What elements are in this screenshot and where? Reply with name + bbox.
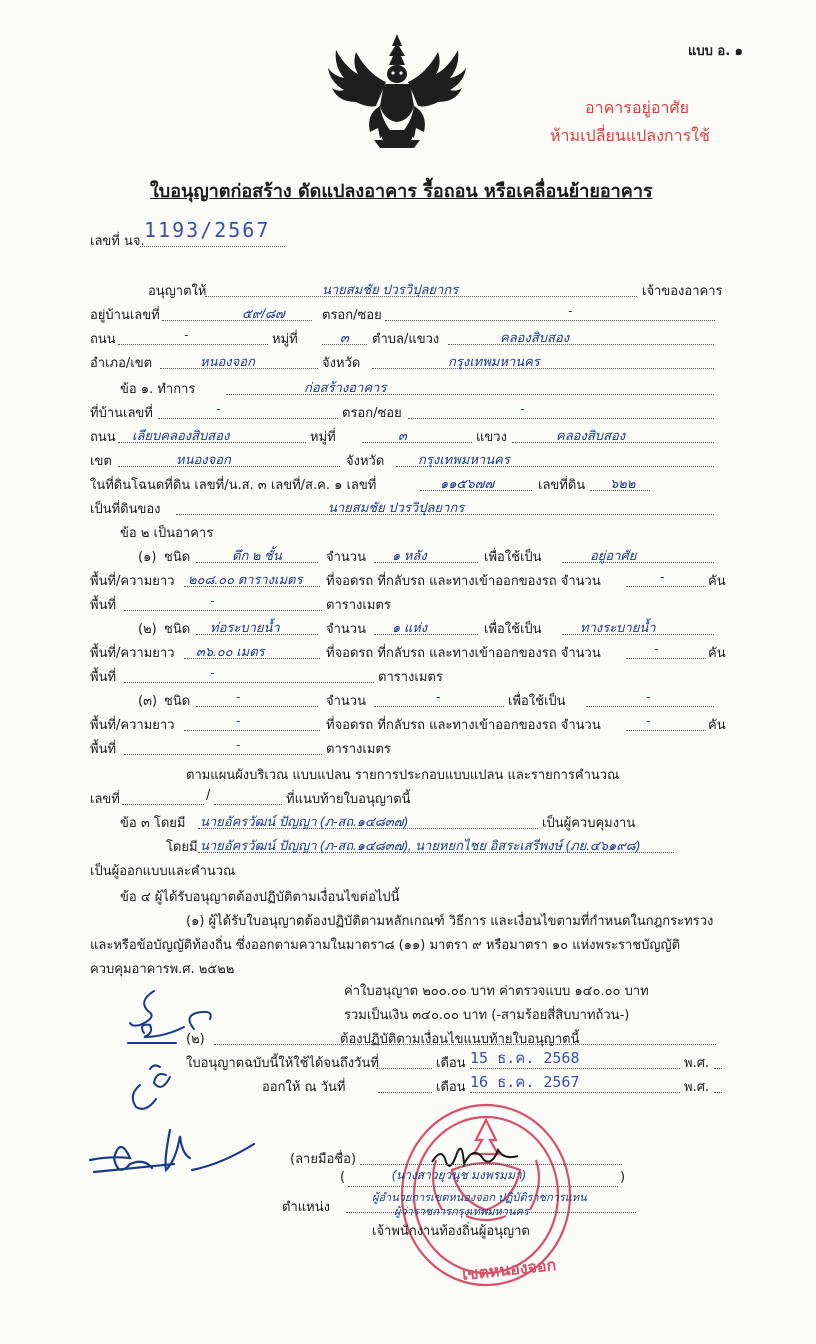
owner-name: นายสมชัย ปวรวิปุลยากร	[322, 282, 459, 297]
b3-use: -	[646, 689, 651, 704]
label-amphoe: อำเภอ/เขต	[90, 356, 153, 371]
paren-open: (	[340, 1170, 346, 1185]
item4-cond1-a: (๑) ผู้ได้รับใบอนุญาตต้องปฏิบัติตามหลักเกณฑ์ วิธีการ และเงื่อนไขตามที่กำหนดในกฎกระทรวง	[186, 914, 714, 929]
b2-no: (๒)	[138, 622, 157, 637]
paren-close: )	[620, 1170, 626, 1185]
label-province: จังหวัด	[322, 356, 361, 371]
item1-action: ก่อสร้างอาคาร	[304, 380, 387, 395]
b2-use: ทางระบายน้ำ	[580, 620, 656, 635]
item1-road: เลียบคลองสิบสอง	[132, 428, 230, 443]
document-title: ใบอนุญาตก่อสร้าง ดัดแปลงอาคาร รื้อถอน หรือเคลื่อนย้ายอาคาร	[150, 181, 653, 202]
b1-label-parking: ที่จอดรถ ที่กลับรถ และทางเข้าออกของรถ จำนวน	[326, 574, 601, 589]
label-item1-moo: หมู่ที่	[310, 430, 336, 445]
b2-label-parking: ที่จอดรถ ที่กลับรถ และทางเข้าออกของรถ จำนวน	[326, 646, 601, 661]
label-item1-deed: ในที่ดินโฉนดที่ดิน เลขที่/น.ส. ๓ เลขที่/ส.ค. ๑ เลขที่	[90, 478, 377, 493]
label-item1-landowner: เป็นที่ดินของ	[90, 502, 161, 517]
label-item1-house: ที่บ้านเลขที่	[90, 406, 153, 421]
item4-cond1-b: และหรือข้อบัญญัติท้องถิ่น ซึ่งออกตามความในมาตรา๘ (๑๑) มาตรา ๙ หรือมาตรา ๑๐ แห่งพระราชบัญญัติ	[90, 938, 681, 953]
item1-house: -	[216, 401, 221, 416]
b1-cars: -	[660, 569, 665, 584]
seal-text: เขตหนองจอก	[461, 1255, 558, 1284]
label-issued-month: เดือน	[436, 1080, 466, 1095]
b3-cars: -	[646, 713, 651, 728]
b2-label-space: พื้นที่	[90, 670, 117, 685]
item1-moo: ๓	[398, 428, 407, 443]
b2-label-type: ชนิด	[164, 622, 191, 637]
b3-type: -	[236, 689, 241, 704]
valid-date: 15 ธ.ค. 2568	[470, 1049, 580, 1067]
label-soi: ตรอก/ซอย	[322, 308, 382, 323]
label-issued-be: พ.ศ.	[684, 1080, 710, 1095]
signer-position-2: ผู้ว่าราชการกรุงเทพมหานคร	[394, 1206, 529, 1218]
handwritten-signature-icon	[84, 1120, 264, 1190]
b3-count: -	[436, 689, 441, 704]
fee-line: ค่าใบอนุญาต ๒๐๐.๐๐ บาท ค่าตรวจแบบ ๑๔๐.๐๐ บาท	[344, 984, 649, 999]
b1-label-count: จำนวน	[326, 550, 366, 565]
label-sign: (ลายมือชื่อ)	[290, 1152, 357, 1167]
b1-no: (๑)	[138, 550, 157, 565]
signer-position: ผู้อำนวยการเขตหนองจอก ปฏิบัติราชการแทน	[372, 1192, 587, 1204]
b2-label-area: พื้นที่/ความยาว	[90, 646, 175, 661]
label-tambon: ตำบล/แขวง	[372, 332, 440, 347]
owner-house-no: ๕๙/๘๗	[242, 306, 285, 321]
plan-slash: /	[206, 788, 211, 803]
item4-cond2-no: (๒)	[186, 1032, 205, 1047]
b1-count: ๑ หลัง	[392, 548, 427, 563]
b2-label-sqm: ตารางเมตร	[378, 670, 443, 685]
label-valid-be: พ.ศ.	[684, 1056, 710, 1071]
label-item3: ข้อ ๓ โดยมี	[120, 816, 186, 831]
signer-name: (นางสาวยุวนุช มงพรมมา)	[392, 1168, 526, 1182]
b3-label-car: คัน	[708, 718, 726, 733]
permit-number: 1193/2567	[144, 218, 271, 242]
label-item3-by: โดยมี	[166, 840, 198, 855]
owner-province: กรุงเทพมหานคร	[448, 354, 540, 369]
item2-heading: ข้อ ๒ เป็นอาคาร	[120, 526, 214, 541]
label-item1-soi: ตรอก/ซอย	[342, 406, 402, 421]
b2-label-count: จำนวน	[326, 622, 366, 637]
b2-area: ๓๖.๐๐ เมตร	[196, 644, 265, 659]
label-item1-tambon: แขวง	[476, 430, 507, 445]
total-line: รวมเป็นเงิน ๓๔๐.๐๐ บาท (-สามร้อยสี่สิบบาทถ้วน-)	[344, 1008, 630, 1023]
owner-soi: -	[568, 303, 573, 318]
item4-heading: ข้อ ๔ ผู้ได้รับอนุญาตต้องปฏิบัติตามเงื่อนไขต่อไปนี้	[120, 890, 400, 905]
form-number: แบบ อ. ๑	[688, 44, 743, 59]
label-owner: เจ้าของอาคาร	[642, 284, 723, 299]
b3-label-type: ชนิด	[164, 694, 191, 709]
b3-no: (๓)	[138, 694, 158, 709]
item1-deed: ๑๑๕๖๗๗	[440, 476, 495, 491]
item1-land: ๖๒๒	[610, 476, 636, 491]
owner-amphoe: หนองจอก	[200, 354, 255, 369]
item1-province: กรุงเทพมหานคร	[418, 452, 510, 467]
b3-label-parking: ที่จอดรถ ที่กลับรถ และทางเข้าออกของรถ จำนวน	[326, 718, 601, 733]
b3-area: -	[236, 713, 241, 728]
b2-type: ท่อระบายน้ำ	[210, 620, 280, 635]
item3-designers: นายอัครวัฒน์ ปัญญา (ภ-สถ.๑๔๘๓๗), นายหยกไชย อิสระเสรีพงษ์ (ภย.๔๖๑๙๘)	[200, 838, 641, 853]
b3-label-sqm: ตารางเมตร	[326, 742, 391, 757]
stamp-residential: อาคารอยู่อาศัย	[585, 98, 689, 117]
officer-title: เจ้าพนักงานท้องถิ่นผู้อนุญาต	[372, 1224, 530, 1239]
plan-attached: ที่แนบท้ายใบอนุญาตนี้	[286, 792, 411, 807]
b1-type: ตึก ๒ ชั้น	[232, 548, 282, 563]
label-item1-province: จังหวัด	[346, 454, 385, 469]
label-item1: ข้อ ๑. ทำการ	[120, 382, 196, 397]
item1-district: หนองจอก	[176, 452, 231, 467]
item1-landowner: นายสมชัย ปวรวิปุลยากร	[328, 500, 465, 515]
b2-label-car: คัน	[708, 646, 726, 661]
label-moo: หมู่ที่	[272, 332, 298, 347]
b3-label-space: พื้นที่	[90, 742, 117, 757]
stamp-no-change: ห้ามเปลี่ยนแปลงการใช้	[550, 126, 710, 145]
issued-date: 16 ธ.ค. 2567	[470, 1073, 580, 1091]
item1-tambon: คลองสิบสอง	[556, 428, 626, 443]
b3-label-count: จำนวน	[326, 694, 366, 709]
owner-tambon: คลองสิบสอง	[500, 330, 570, 345]
permit-label: เลขที่ นจ.	[90, 234, 145, 249]
label-controller: เป็นผู้ควบคุมงาน	[542, 816, 636, 831]
b3-space: -	[236, 737, 241, 752]
label-item1-district: เขต	[90, 454, 112, 469]
b3-label-use: เพื่อใช้เป็น	[508, 694, 566, 709]
item3-controller: นายอัครวัฒน์ ปัญญา (ภ-สถ.๑๔๘๓๗)	[200, 814, 408, 829]
label-item1-land: เลขที่ดิน	[538, 478, 586, 493]
label-valid-until: ใบอนุญาตฉบับนี้ให้ใช้ได้จนถึงวันที่	[186, 1056, 379, 1071]
b1-use: อยู่อาศัย	[590, 548, 637, 563]
b2-count: ๑ แห่ง	[392, 620, 428, 635]
b1-space: -	[210, 593, 215, 608]
b3-label-area: พื้นที่/ความยาว	[90, 718, 175, 733]
b1-label-use: เพื่อใช้เป็น	[484, 550, 542, 565]
b1-label-sqm: ตารางเมตร	[326, 598, 391, 613]
label-house-no: อยู่บ้านเลขที่	[90, 308, 160, 323]
plan-line: ตามแผนผังบริเวณ แบบแปลน รายการประกอบแบบแปลน และรายการคำนวณ	[186, 768, 620, 783]
b1-label-type: ชนิด	[164, 550, 191, 565]
label-designer: เป็นผู้ออกแบบและคำนวณ	[90, 864, 236, 879]
owner-moo: ๓	[340, 330, 349, 345]
item4-cond1-c: ควบคุมอาคารพ.ศ. ๒๕๒๒	[90, 962, 235, 977]
garuda-emblem-icon	[322, 32, 472, 150]
b1-label-car: คัน	[708, 574, 726, 589]
b1-area: ๒๐๘.๐๐ ตารางเมตร	[188, 572, 303, 587]
label-position: ตำแหน่ง	[282, 1200, 330, 1215]
label-permit-to: อนุญาตให้	[148, 284, 207, 299]
label-item1-road: ถนน	[90, 430, 116, 445]
label-issued-on: ออกให้ ณ วันที่	[262, 1080, 346, 1095]
label-valid-month: เดือน	[436, 1056, 466, 1071]
plan-label-no: เลขที่	[90, 792, 120, 807]
b2-space: -	[210, 665, 215, 680]
item1-soi: -	[520, 401, 525, 416]
b1-label-area: พื้นที่/ความยาว	[90, 574, 175, 589]
label-road: ถนน	[90, 332, 116, 347]
b1-label-space: พื้นที่	[90, 598, 117, 613]
item4-cond2: ต้องปฏิบัติตามเงื่อนไขแนบท้ายใบอนุญาตนี้	[340, 1032, 580, 1047]
owner-road: -	[184, 327, 189, 342]
b2-cars: -	[654, 641, 659, 656]
b2-label-use: เพื่อใช้เป็น	[484, 622, 542, 637]
